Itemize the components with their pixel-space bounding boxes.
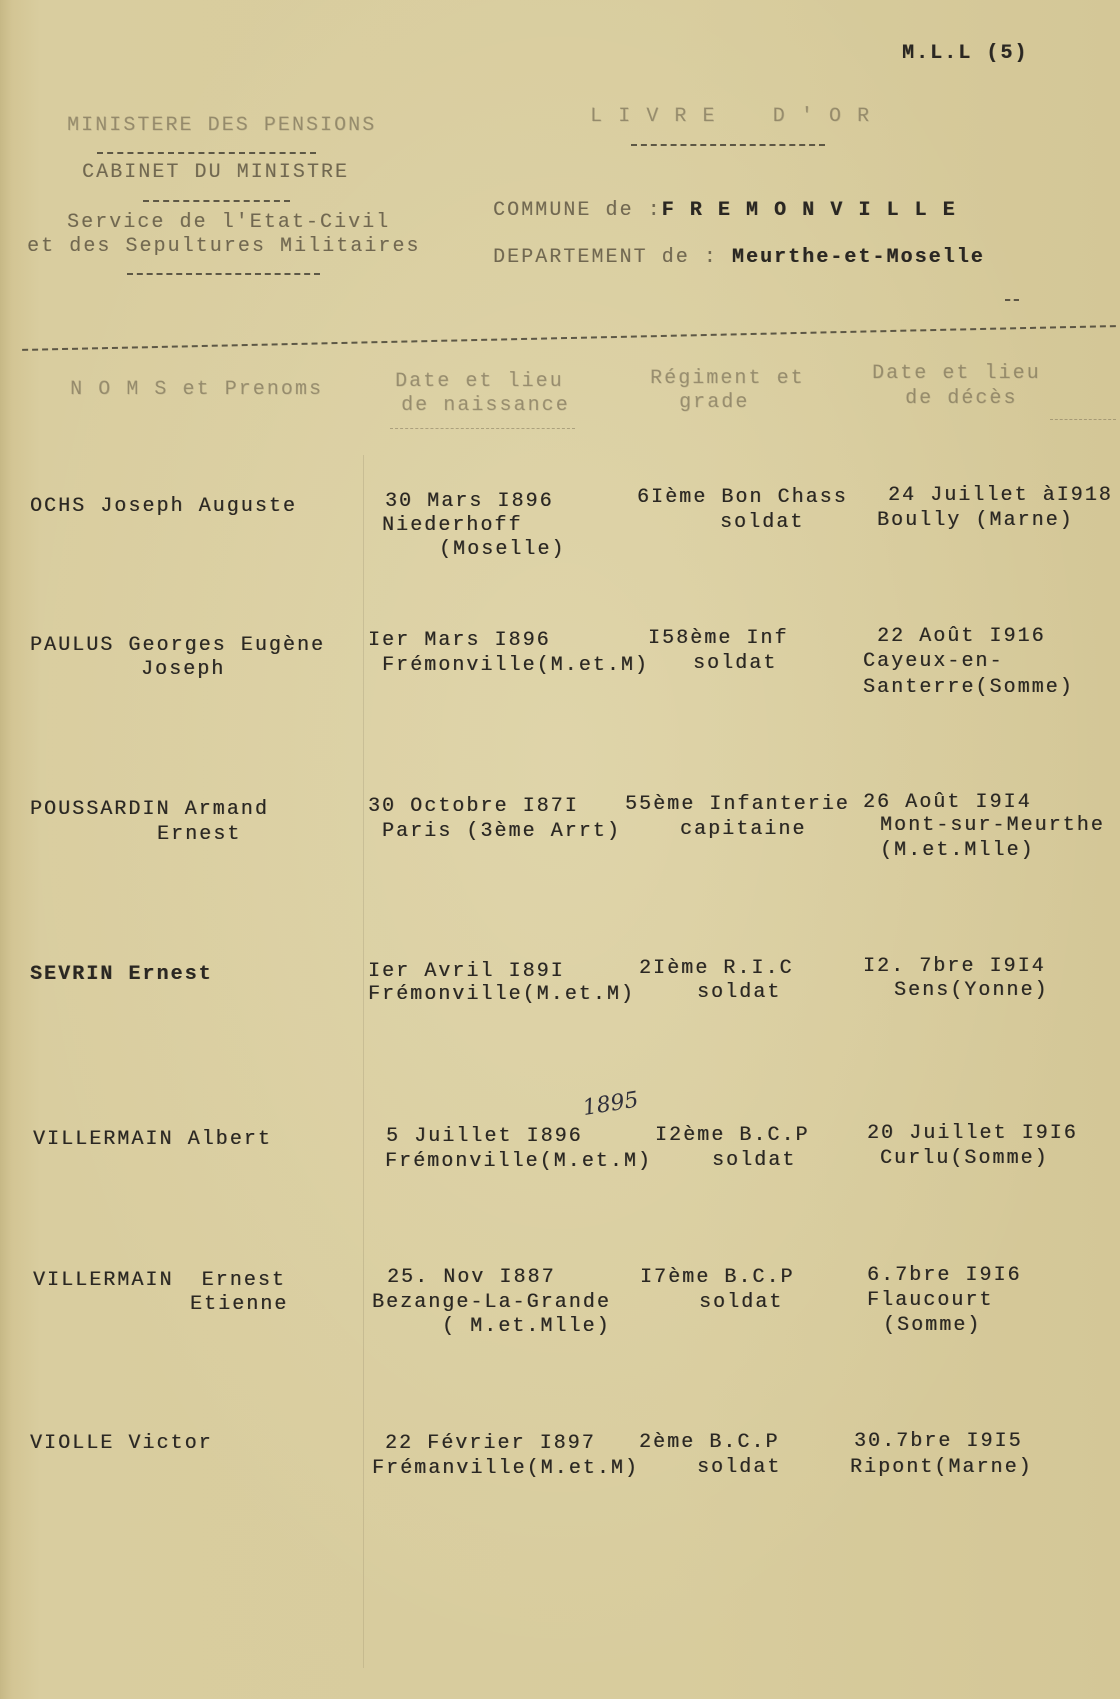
death-date: 20 Juillet I9I6 bbox=[867, 1122, 1078, 1145]
rank: soldat bbox=[712, 1149, 797, 1172]
stray-mark bbox=[1005, 299, 1019, 301]
birth-date: 5 Juillet I896 bbox=[386, 1125, 583, 1148]
cabinet-name: CABINET DU MINISTRE bbox=[82, 161, 349, 184]
death-date: 30.7bre I9I5 bbox=[854, 1430, 1023, 1453]
soldier-name: SEVRIN Ernest bbox=[30, 963, 213, 986]
rank: soldat bbox=[693, 652, 778, 675]
rank: soldat bbox=[720, 511, 805, 534]
death-place: Cayeux-en- bbox=[863, 650, 1004, 673]
birth-date: 30 Mars I896 bbox=[385, 490, 554, 513]
regiment: I7ème B.C.P bbox=[640, 1266, 795, 1289]
rank: soldat bbox=[697, 981, 782, 1004]
document-title: L I V R E D ' O R bbox=[590, 105, 872, 128]
departement-line bbox=[493, 246, 985, 270]
death-place: Mont-sur-Meurthe bbox=[880, 814, 1105, 837]
underline-divider bbox=[631, 144, 825, 146]
death-date: 24 Juillet àI918 bbox=[888, 484, 1113, 507]
column-header-birth: Date et lieu bbox=[395, 370, 564, 393]
underline-divider bbox=[143, 200, 290, 202]
birth-place: Frémonville(M.et.M) bbox=[368, 983, 635, 1006]
regiment: 2Ième R.I.C bbox=[639, 957, 794, 980]
death-date: I2. 7bre I9I4 bbox=[863, 955, 1046, 978]
departement-label: DEPARTEMENT de : bbox=[493, 246, 732, 269]
soldier-name: PAULUS Georges Eugène bbox=[30, 634, 326, 657]
birth-place: Frémonville(M.et.M) bbox=[382, 654, 649, 677]
birth-date: Ier Avril I89I bbox=[368, 960, 565, 983]
column-rule bbox=[363, 455, 364, 1668]
birth-date: 25. Nov I887 bbox=[387, 1266, 556, 1289]
column-header-names: N O M S et Prenoms bbox=[70, 378, 323, 401]
regiment: I2ème B.C.P bbox=[655, 1124, 810, 1147]
header-separator bbox=[22, 325, 1116, 351]
handwritten-correction: 1895 bbox=[581, 1087, 641, 1121]
underline-divider bbox=[127, 273, 320, 275]
death-place: Sens(Yonne) bbox=[894, 979, 1049, 1002]
death-place: Curlu(Somme) bbox=[880, 1147, 1049, 1170]
column-header-regiment: grade bbox=[679, 391, 750, 414]
column-header-regiment: Régiment et bbox=[650, 367, 805, 390]
death-place: Flaucourt bbox=[867, 1289, 994, 1312]
birth-date: 22 Février I897 bbox=[385, 1432, 596, 1455]
underline-divider bbox=[97, 152, 316, 154]
rank: soldat bbox=[699, 1291, 784, 1314]
death-date: 6.7bre I9I6 bbox=[867, 1264, 1022, 1287]
commune-value: F R E M O N V I L L E bbox=[661, 199, 957, 222]
commune-label: COMMUNE de : bbox=[493, 199, 662, 222]
death-place: Ripont(Marne) bbox=[850, 1456, 1033, 1479]
birth-place: Niederhoff bbox=[382, 514, 523, 537]
soldier-name: POUSSARDIN Armand bbox=[30, 798, 269, 821]
column-header-death: de décès bbox=[905, 387, 1018, 410]
service-line-1: Service de l'Etat-Civil bbox=[67, 211, 391, 234]
regiment: 6Ième Bon Chass bbox=[637, 486, 848, 509]
rank: soldat bbox=[697, 1456, 782, 1479]
ministry-name: MINISTERE DES PENSIONS bbox=[67, 114, 377, 137]
birth-date: Ier Mars I896 bbox=[368, 629, 551, 652]
death-date: 22 Août I916 bbox=[877, 625, 1046, 648]
header-underline bbox=[390, 428, 575, 429]
regiment: 55ème Infanterie bbox=[625, 793, 850, 816]
death-place: (M.et.Mlle) bbox=[880, 839, 1035, 862]
soldier-name: Ernest bbox=[157, 823, 242, 846]
birth-place: ( M.et.Mlle) bbox=[442, 1315, 611, 1338]
birth-place: Bezange-La-Grande bbox=[372, 1291, 611, 1314]
death-date: 26 Août I9I4 bbox=[863, 791, 1032, 814]
soldier-name: Etienne bbox=[190, 1293, 289, 1316]
document-reference: M.L.L (5) bbox=[902, 42, 1029, 65]
soldier-name: Joseph bbox=[141, 658, 226, 681]
rank: capitaine bbox=[680, 818, 807, 841]
soldier-name: VILLERMAIN Ernest bbox=[33, 1269, 286, 1292]
birth-place: (Moselle) bbox=[439, 538, 566, 561]
column-header-birth: de naissance bbox=[401, 394, 570, 417]
soldier-name: VIOLLE Victor bbox=[30, 1432, 213, 1455]
birth-place: Frémanville(M.et.M) bbox=[372, 1457, 639, 1480]
death-place: Santerre(Somme) bbox=[863, 676, 1074, 699]
soldier-name: VILLERMAIN Albert bbox=[33, 1128, 272, 1151]
departement-value: Meurthe-et-Moselle bbox=[731, 246, 985, 269]
column-header-death: Date et lieu bbox=[872, 362, 1041, 385]
birth-date: 30 Octobre I87I bbox=[368, 795, 579, 818]
birth-place: Paris (3ème Arrt) bbox=[382, 820, 621, 843]
soldier-name: OCHS Joseph Auguste bbox=[30, 495, 297, 518]
regiment: 2ème B.C.P bbox=[639, 1431, 780, 1454]
birth-place: Frémonville(M.et.M) bbox=[385, 1150, 652, 1173]
regiment: I58ème Inf bbox=[648, 627, 789, 650]
service-line-2: et des Sepultures Militaires bbox=[27, 235, 421, 258]
commune-line bbox=[493, 199, 957, 223]
death-place: Boully (Marne) bbox=[877, 509, 1074, 532]
header-underline bbox=[1050, 419, 1116, 420]
death-place: (Somme) bbox=[883, 1314, 982, 1337]
